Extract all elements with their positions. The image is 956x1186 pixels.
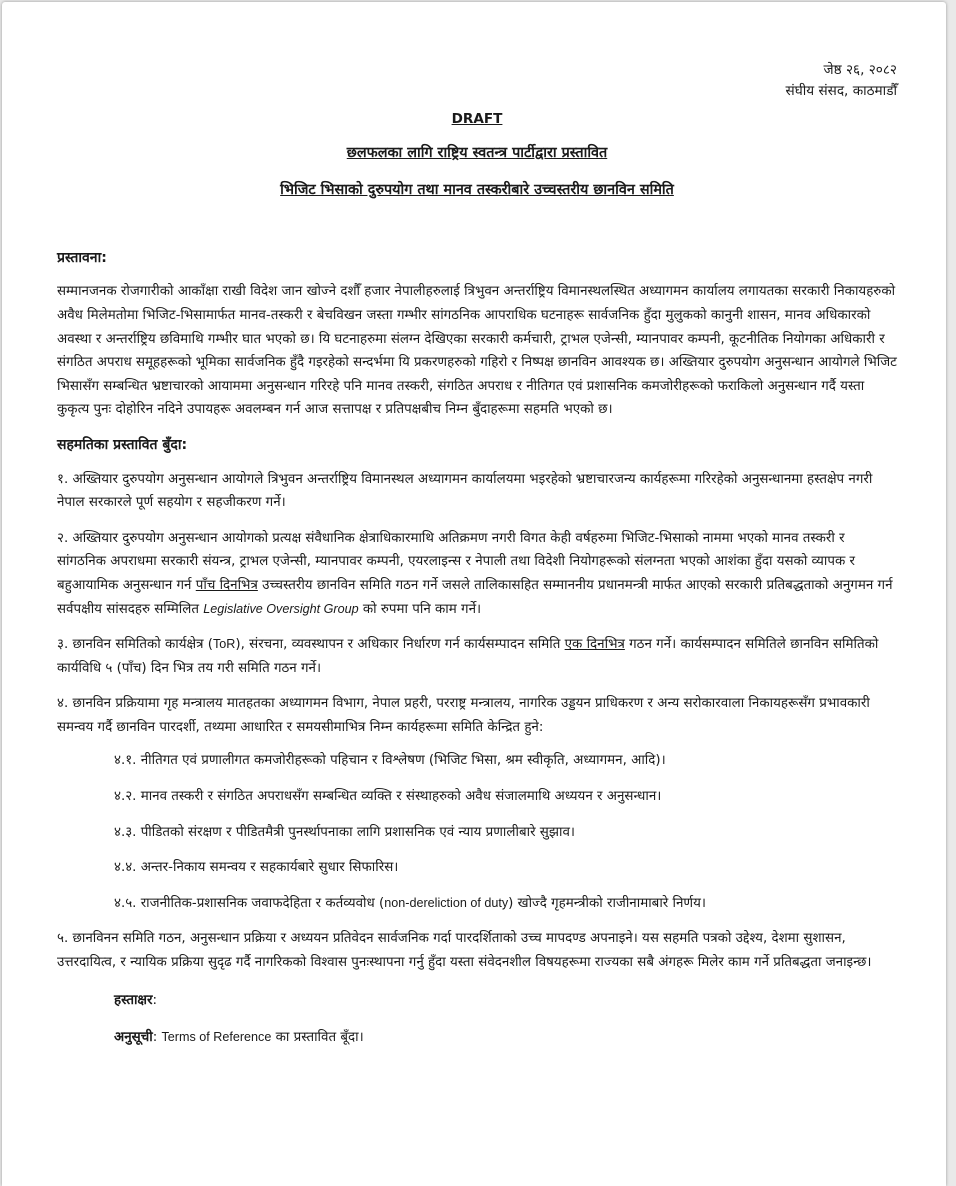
- subpoint-4-4: ४.४. अन्तर-निकाय समन्वय र सहकार्यबारे सुधार सिफारिस।: [114, 860, 399, 876]
- document-page: [2, 2, 946, 1186]
- subpoint-4-2: ४.२. मानव तस्करी र संगठित अपराधसँग सम्बन्धित व्यक्ति र संस्थाहरुको अवैध संजालमाथि अध्ययन र अनुसन्धान।: [114, 789, 662, 805]
- annex-colon: :: [152, 1030, 162, 1046]
- preamble-heading: प्रस्तावना:: [57, 249, 107, 266]
- subpoint-4-5: [114, 892, 897, 916]
- title-line-2: भिजिट भिसाको दुरुपयोग तथा मानव तस्करीबारे उच्चस्तरीय छानविन समिति: [280, 182, 674, 199]
- subpoint-4-3: ४.३. पीडितको संरक्षण र पीडितमैत्री पुनर्स्थापनाका लागि प्रशासनिक एवं न्याय प्रणालीबारे सुझाव।: [114, 824, 575, 840]
- subpoint-4-5-english: non-dereliction of duty: [384, 895, 509, 910]
- point-3-tor: ToR: [213, 637, 236, 652]
- title-line-1: छलफलका लागि राष्ट्रिय स्वतन्त्र पार्टीद्वारा प्रस्तावित: [346, 144, 608, 161]
- point-1: १. अख्तियार दुरुपयोग अनुसन्धान आयोगले त्रिभुवन अन्तर्राष्ट्रिय विमानस्थल अध्यागमन कार्यालयमा भइरहेको भ्रष्टाचारजन्य कार्यहरूमा गरिरहेको अनुसन्धानमा हस्तक्षेप नगरी नेपाल सरकारले पूर्ण सहयोग र सहजीकरण गर्ने।: [57, 471, 873, 511]
- point-3-deadline: एक दिनभित्र: [564, 637, 625, 653]
- point-2: [57, 527, 897, 621]
- point-3: [57, 633, 897, 680]
- signature-line: [114, 989, 897, 1013]
- annex-text: का प्रस्तावित बूँदा।: [271, 1030, 364, 1046]
- point-2-text-a: २. अख्तियार दुरुपयोग अनुसन्धान आयोगको प्रत्यक्ष संवैधानिक क्षेत्राधिकारमाथि अतिक्रमण नगरी विगत केही वर्षहरुमा भिजिट-भिसाको नाममा भएको मानव तस्करी र सांगठनिक अपराधमा सरकारी संयन्त्र, ट्राभल एजेन्सी, म्यानपावर कम्पनी, एयरलाइन्स र नेपाली तथा विदेशी नियोगहरूको संलग्नता भएको आशंका हुँदा यसको व्यापक र बहुआयामिक अनुसन्धान गर्न: [57, 530, 855, 593]
- point-4: ४. छानविन प्रक्रियामा गृह मन्त्रालय मातहतका अध्यागमन विभाग, नेपाल प्रहरी, परराष्ट्र मन्त्रालय, नागरिक उड्डयन प्राधिकरण र अन्य सरोकारवाला निकायहरूसँग प्रभावकारी समन्वय गर्दै छानविन पारदर्शी, तथ्यमा आधारित र समयसीमाभित्र निम्न कार्यहरूमा समिति केन्द्रित हुने:: [57, 696, 870, 735]
- point-2-oversight-group: Legislative Oversight Group: [203, 601, 359, 616]
- annex-english: Terms of Reference: [161, 1030, 272, 1045]
- point-3-text-c: गठन गर्ने। कार्यसम्पादन समितिले छानविन समितिको कार्यविधि ५ (पाँच) दिन भित्र तय गरी समिति गठन गर्ने।: [57, 637, 879, 676]
- subpoint-4-1: ४.१. नीतिगत एवं प्रणालीगत कमजोरीहरूको पहिचान र विश्लेषण (भिजिट भिसा, श्रम स्वीकृति, अध्यागमन, आदि)।: [114, 753, 666, 769]
- preamble-paragraph: सम्मानजनक रोजगारीको आकाँक्षा राखी विदेश जान खोज्ने दशौँ हजार नेपालीहरुलाई त्रिभुवन अन्तर्राष्ट्रिय विमानस्थलस्थित अध्यागमन कार्यालय लगायतका सरकारी निकायहरुको अवैध मिलेमतोमा भिजिट-भिसामार्फत मानव-तस्करी र बेचविखन जस्ता गम्भीर सांगठनिक आपराधिक घटनाहरू सार्वजनिक हुँदा मुलुकको कानुनी शासन, मानव अधिकारको अवस्था र अन्तर्राष्ट्रिय छविमाथि गम्भीर घात भएको छ। यि घटनाहरुमा संलग्न देखिएका सरकारी कर्मचारी, ट्राभल एजेन्सी, म्यानपावर कम्पनी, कूटनीतिक नियोगका अधिकारी र संगठित अपराध समूहहरूको भूमिका सार्वजनिक हुँदै गइरहेको सन्दर्भमा यि प्रकरणहरुको गहिरो र निष्पक्ष छानविन आवश्यक छ। अख्तियार दुरुपयोग अनुसन्धान आयोगले भिजिट भिसासँग सम्बन्धित भ्रष्टाचारको आयाममा अनुसन्धान गरिरहे पनि मानव तस्करी, संगठित अपराध र नीतिगत एवं प्रशासनिक कमजोरीहरूको फराकिलो अनुसन्धान गर्दै यस्ता कुकृत्य पुनः दोहोरिन नदिने उपायहरू अवलम्बन गर्न आज सत्तापक्ष र प्रतिपक्षबीच निम्न बुँदाहरूमा सहमति भएको छ।: [57, 284, 897, 418]
- signature-colon: :: [152, 992, 158, 1008]
- points-heading: सहमतिका प्रस्तावित बुँदा:: [57, 436, 188, 453]
- annex-label: अनुसूची: [114, 1030, 153, 1046]
- point-5: ५. छानविनन समिति गठन, अनुसन्धान प्रक्रिया र अध्ययन प्रतिवेदन सार्वजनिक गर्दा पारदर्शिताको उच्च मापदण्ड अपनाइने। यस सहमति पत्रको उद्देश्य, देशमा सुशासन, उत्तरदायित्व, र न्यायिक प्रक्रिया सुदृढ गर्दै नागरिकको विश्वास पुनःस्थापना गर्नु हुँदा यस्ता संवेदनशील विषयहरूमा राज्यका सबै अंगहरू मिलेर काम गर्ने प्रतिबद्धता जनाइन्छ।: [57, 931, 872, 971]
- header-date: जेष्ठ २६, २०८२: [823, 62, 897, 78]
- subpoint-4-5-text-a: ४.५. राजनीतिक-प्रशासनिक जवाफदेहिता र कर्तव्यवोध (: [114, 895, 385, 911]
- document-body: [57, 60, 897, 1050]
- annex-line: [114, 1026, 897, 1050]
- point-3-text-b: ), संरचना, व्यवस्थापन र अधिकार निर्धारण गर्न कार्यसम्पादन समिति: [235, 637, 565, 653]
- point-3-text-a: ३. छानविन समितिको कार्यक्षेत्र (: [57, 637, 213, 653]
- header-location: संघीय संसद, काठमाडौँ: [785, 83, 897, 99]
- point-2-text-c: को रुपमा पनि काम गर्ने।: [358, 601, 482, 617]
- signature-label: हस्ताक्षर: [114, 992, 153, 1008]
- draft-label: DRAFT: [451, 111, 503, 127]
- subpoint-4-5-text-b: ) खोज्दै गृहमन्त्रीको राजीनामाबारे निर्णय।: [508, 895, 706, 911]
- document-header: [57, 60, 897, 102]
- point-2-deadline: पाँच दिनभित्र: [195, 577, 258, 593]
- point-2-text-b: उच्चस्तरीय छानविन समिति गठन गर्ने जसले तालिकासहित सम्माननीय प्रधानमन्त्री मार्फत आएको सरकारी प्रतिबद्धताको अनुगमन गर्न सर्वपक्षीय सांसदहरु सम्मिलित: [57, 577, 893, 617]
